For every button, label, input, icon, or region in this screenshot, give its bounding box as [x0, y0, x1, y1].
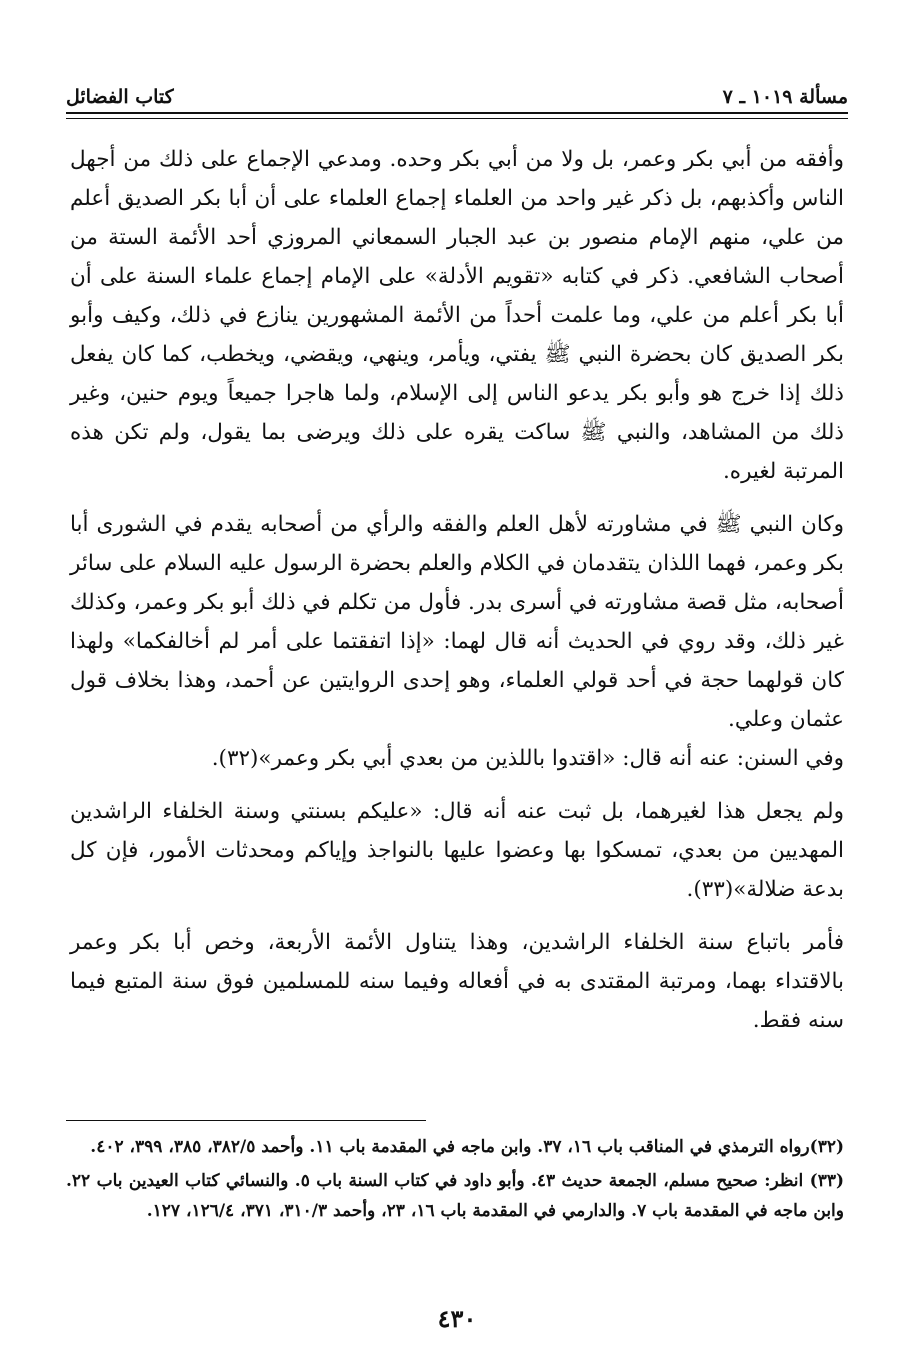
main-text [70, 140, 844, 1040]
footnote-33: (٣٣) انظر: صحيح مسلم، الجمعة حديث ٤٣. وأبو داود في كتاب السنة باب ٥. والنسائي كتاب العيدين باب ٢٢. وابن ماجه في المقدمة باب ٧. والدارمي في المقدمة باب ١٦، ٢٣، وأحمد ٣١٠/٣، ٣٧١، ١٢٦/٤، ١٢٧. [66, 1171, 844, 1221]
header-book-title: كتاب الفضائل [66, 86, 174, 108]
footnote-32: (٣٢)رواه الترمذي في المناقب باب ١٦، ٣٧. وابن ماجه في المقدمة باب ١١. وأحمد ٣٨٢/٥، ٣٨٥، ٣٩٩، ٤٠٢. [90, 1137, 844, 1157]
running-header [66, 74, 848, 108]
footnote-separator [66, 1120, 426, 1121]
paragraph-4: ولم يجعل هذا لغيرهما، بل ثبت عنه أنه قال: «عليكم بسنتي وسنة الخلفاء الراشدين المهديين من بعدي، تمسكوا بها وعضوا عليها بالنواجذ وإياكم ومحدثات الأمور، فإن كل بدعة ضلالة»(٣٣). [70, 799, 844, 902]
footnotes [66, 1132, 844, 1230]
header-rule-thin [66, 118, 848, 119]
header-issue-number: مسألة ١٠١٩ ـ ٧ [722, 86, 848, 108]
page-number: ٤٣٠ [437, 1304, 477, 1333]
paragraph-5: فأمر باتباع سنة الخلفاء الراشدين، وهذا يتناول الأئمة الأربعة، وخص أبا بكر وعمر بالاقتداء بهما، ومرتبة المقتدى به في أفعاله وفيما سنه للمسلمين فوق سنة المتبع فيما سنه فقط. [70, 930, 844, 1033]
header-rule-thick [66, 112, 848, 114]
paragraph-2: وكان النبي ﷺ في مشاورته لأهل العلم والفقه والرأي من أصحابه يقدم في الشورى أبا بكر وعمر، فهما اللذان يتقدمان في الكلام والعلم بحضرة الرسول عليه السلام على سائر أصحابه، مثل قصة مشاورته في أسرى بدر. فأول من تكلم في ذلك أبو بكر وعمر، وكذلك غير ذلك، وقد روي في الحديث أنه قال لهما: «إذا اتفقتما على أمر لم أخالفكما» ولهذا كان قولهما حجة في أحد قولي العلماء، وهو إحدى الروايتين عن أحمد، وهذا بخلاف قول عثمان وعلي. [70, 512, 844, 732]
paragraph-3: وفي السنن: عنه أنه قال: «اقتدوا باللذين من بعدي أبي بكر وعمر»(٣٢). [211, 746, 844, 771]
paragraph-1: وأفقه من أبي بكر وعمر، بل ولا من أبي بكر وحده. ومدعي الإجماع على ذلك من أجهل الناس وأكذبهم، بل ذكر غير واحد من العلماء إجماع العلماء على أن أبا بكر الصديق أعلم من علي، منهم الإمام منصور بن عبد الجبار السمعاني المروزي أحد الأئمة الستة من أصحاب الشافعي. ذكر في كتابه «تقويم الأدلة» على الإمام إجماع علماء السنة على أن أبا بكر أعلم من علي، وما علمت أحداً من الأئمة المشهورين ينازع في ذلك، وكيف وأبو بكر الصديق كان بحضرة النبي ﷺ يفتي، ويأمر، وينهي، ويقضي، ويخطب، كما كان يفعل ذلك إذا خرج هو وأبو بكر يدعو الناس إلى الإسلام، ولما هاجرا جميعاً ويوم حنين، وغير ذلك من المشاهد، والنبي ﷺ ساكت يقره على ذلك ويرضى بما يقول، ولم تكن هذه المرتبة لغيره. [70, 147, 844, 484]
